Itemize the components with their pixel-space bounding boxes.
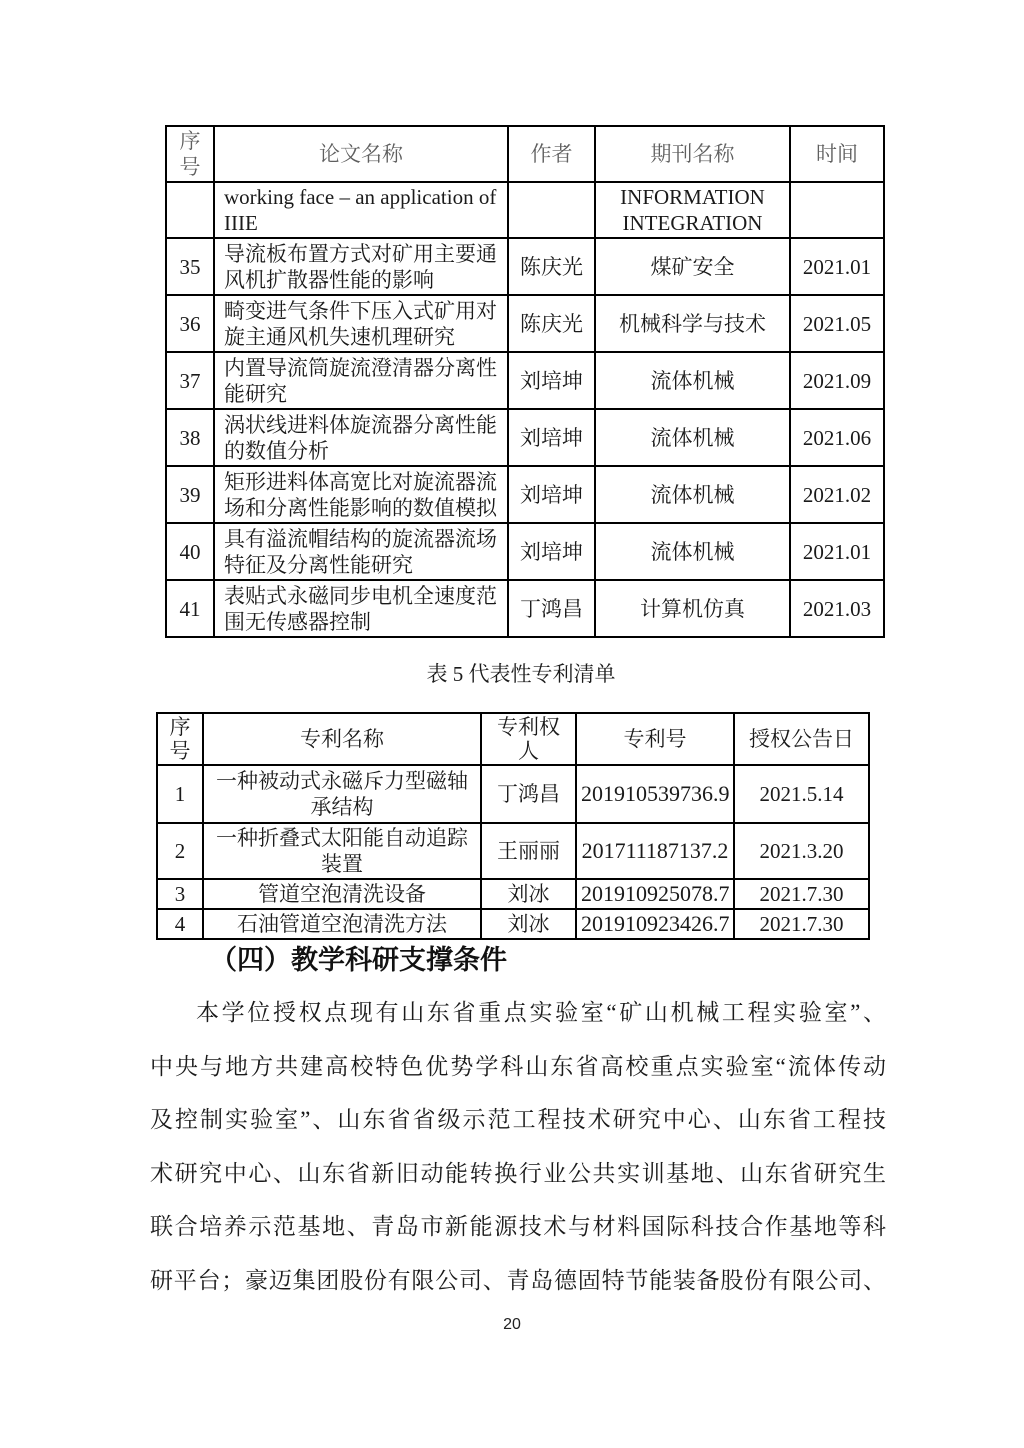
cell-patent-number: 201711187137.2 (576, 823, 734, 879)
cell-grant-date: 2021.7.30 (734, 909, 869, 939)
cell-journal: 机械科学与技术 (595, 295, 790, 352)
cell-seq: 2 (157, 823, 203, 879)
patent-list-table (156, 712, 870, 940)
col-header-seq (157, 713, 203, 765)
cell-grant-date: 2021.7.30 (734, 879, 869, 909)
cell-seq: 35 (166, 238, 214, 295)
table-row-continuation (166, 182, 884, 238)
table-row (166, 523, 884, 580)
paragraph-line: 联合培养示范基地、青岛市新能源技术与材料国际科技合作基地等科 (150, 1214, 886, 1239)
cell-date (790, 182, 884, 238)
cell-journal: 煤矿安全 (595, 238, 790, 295)
col-header-author: 作者 (508, 126, 595, 182)
paper-table-header-row (166, 126, 884, 182)
cell-paper-title: 具有溢流帽结构的旋流器流场特征及分离性能研究 (214, 523, 508, 580)
cell-author (508, 182, 595, 238)
cell-seq: 38 (166, 409, 214, 466)
cell-journal: 流体机械 (595, 409, 790, 466)
cell-author: 陈庆光 (508, 238, 595, 295)
cell-patent-owner: 刘冰 (481, 879, 576, 909)
col-header-seq (166, 126, 214, 182)
paragraph-line: 本学位授权点现有山东省重点实验室“矿山机械工程实验室”、 (196, 1000, 886, 1025)
table-row (166, 238, 884, 295)
cell-journal: 计算机仿真 (595, 580, 790, 637)
cell-grant-date: 2021.5.14 (734, 765, 869, 823)
table-row (166, 580, 884, 637)
cell-patent-name: 石油管道空泡清洗方法 (203, 909, 481, 939)
cell-seq: 3 (157, 879, 203, 909)
cell-seq (166, 182, 214, 238)
cell-patent-name: 管道空泡清洗设备 (203, 879, 481, 909)
cell-paper-title: 导流板布置方式对矿用主要通风机扩散器性能的影响 (214, 238, 508, 295)
cell-patent-number: 201910925078.7 (576, 879, 734, 909)
cell-seq: 41 (166, 580, 214, 637)
table-row (157, 909, 869, 939)
cell-journal: 流体机械 (595, 466, 790, 523)
table-row (166, 466, 884, 523)
table-row (157, 823, 869, 879)
section-heading: （四）教学科研支撑条件 (210, 945, 507, 975)
col-header-journal: 期刊名称 (595, 126, 790, 182)
cell-grant-date: 2021.3.20 (734, 823, 869, 879)
cell-date: 2021.06 (790, 409, 884, 466)
cell-seq: 37 (166, 352, 214, 409)
cell-seq: 1 (157, 765, 203, 823)
cell-patent-number: 201910539736.9 (576, 765, 734, 823)
col-header-paper-title: 论文名称 (214, 126, 508, 182)
table-row (166, 295, 884, 352)
paragraph-line: 及控制实验室”、山东省省级示范工程技术研究中心、山东省工程技 (150, 1107, 886, 1132)
cell-patent-name: 一种被动式永磁斥力型磁轴承结构 (203, 765, 481, 823)
cell-seq: 40 (166, 523, 214, 580)
col-header-patent-owner (481, 713, 576, 765)
patent-table-header-row (157, 713, 869, 765)
cell-patent-number: 201910923426.7 (576, 909, 734, 939)
cell-date: 2021.03 (790, 580, 884, 637)
cell-author: 陈庆光 (508, 295, 595, 352)
col-header-patent-owner-label: 专利权人 (496, 715, 560, 763)
cell-journal: 流体机械 (595, 523, 790, 580)
cell-author: 刘培坤 (508, 352, 595, 409)
paragraph-line: 术研究中心、山东省新旧动能转换行业公共实训基地、山东省研究生 (150, 1160, 886, 1186)
cell-date: 2021.01 (790, 238, 884, 295)
col-header-date: 时间 (790, 126, 884, 182)
paragraph-line: 中央与地方共建高校特色优势学科山东省高校重点实验室“流体传动 (150, 1053, 886, 1079)
cell-paper-title: 矩形进料体高宽比对旋流器流场和分离性能影响的数值模拟 (214, 466, 508, 523)
col-header-patent-number: 专利号 (576, 713, 734, 765)
cell-paper-title: working face – an application of IIIE (214, 182, 508, 238)
cell-author: 刘培坤 (508, 523, 595, 580)
table-row (166, 352, 884, 409)
cell-patent-owner: 王丽丽 (481, 823, 576, 879)
col-header-grant-date: 授权公告日 (734, 713, 869, 765)
cell-date: 2021.05 (790, 295, 884, 352)
col-header-patent-name: 专利名称 (203, 713, 481, 765)
cell-author: 刘培坤 (508, 409, 595, 466)
cell-patent-owner: 丁鸿昌 (481, 765, 576, 823)
table-row (157, 765, 869, 823)
cell-paper-title: 涡状线进料体旋流器分离性能的数值分析 (214, 409, 508, 466)
cell-patent-owner: 刘冰 (481, 909, 576, 939)
cell-journal: 流体机械 (595, 352, 790, 409)
page-number: 20 (503, 1316, 521, 1333)
cell-author: 刘培坤 (508, 466, 595, 523)
cell-date: 2021.02 (790, 466, 884, 523)
cell-seq: 39 (166, 466, 214, 523)
table-row (157, 879, 869, 909)
cell-seq: 4 (157, 909, 203, 939)
cell-patent-name: 一种折叠式太阳能自动追踪装置 (203, 823, 481, 879)
cell-paper-title: 表贴式永磁同步电机全速度范围无传感器控制 (214, 580, 508, 637)
cell-paper-title: 内置导流筒旋流澄清器分离性能研究 (214, 352, 508, 409)
col-header-seq-label: 序号 (179, 129, 201, 179)
paragraph-line: 研平台；豪迈集团股份有限公司、青岛德固特节能装备股份有限公司、 (150, 1267, 886, 1293)
body-paragraph (150, 986, 886, 1307)
table-row (166, 409, 884, 466)
paper-list-table (165, 125, 885, 638)
cell-seq: 36 (166, 295, 214, 352)
patent-table-caption: 表 5 代表性专利清单 (426, 662, 616, 686)
col-header-seq-label: 序号 (169, 715, 191, 763)
cell-date: 2021.09 (790, 352, 884, 409)
cell-journal: INFORMATION INTEGRATION (595, 182, 790, 238)
cell-paper-title: 畸变进气条件下压入式矿用对旋主通风机失速机理研究 (214, 295, 508, 352)
cell-author: 丁鸿昌 (508, 580, 595, 637)
cell-date: 2021.01 (790, 523, 884, 580)
